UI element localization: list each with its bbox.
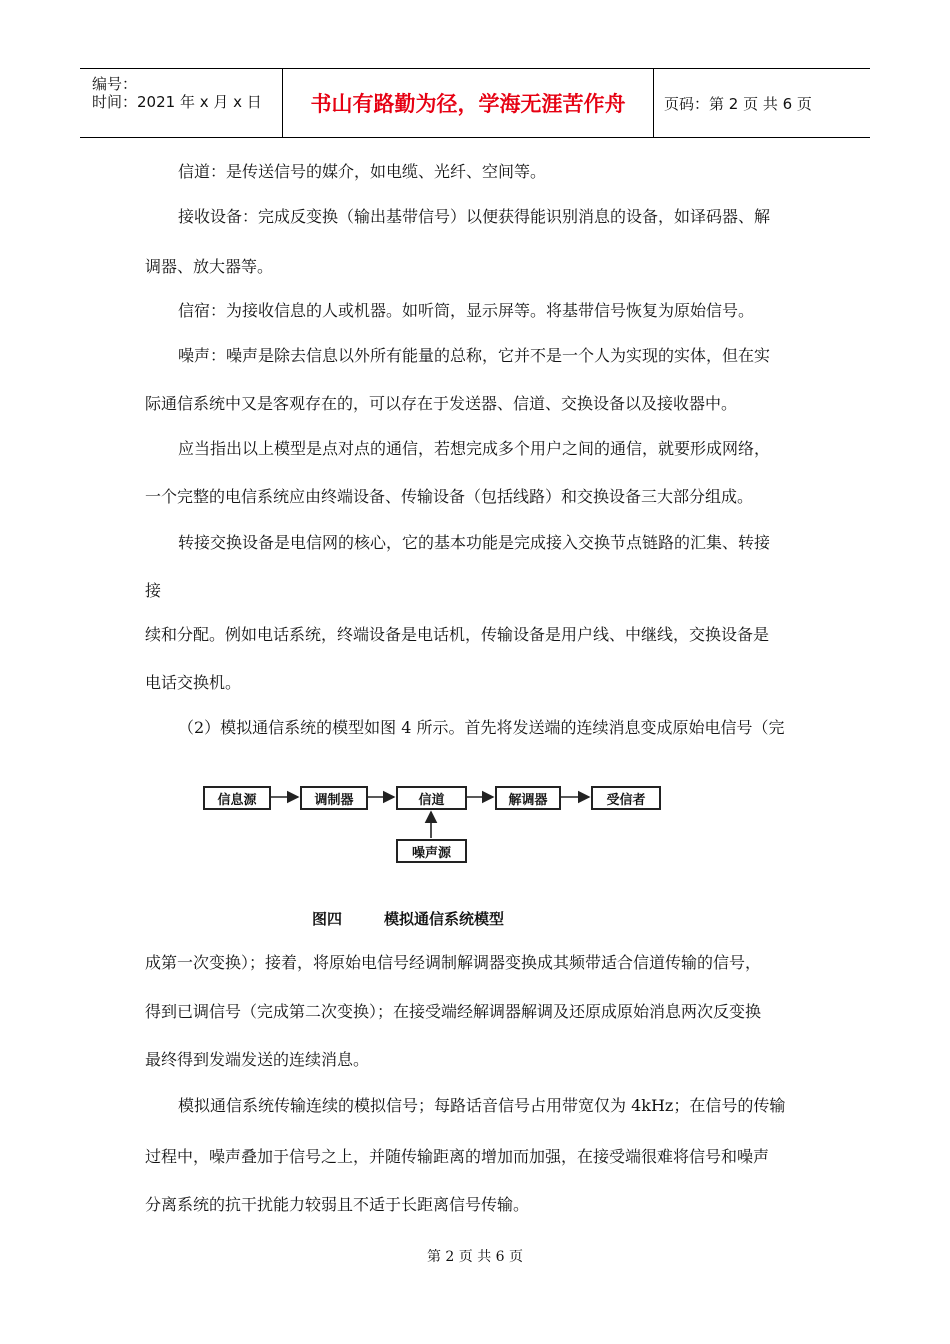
paragraph-line: 接收设备：完成反变换（输出基带信号）以便获得能识别消息的设备，如译码器、解 bbox=[178, 207, 771, 226]
figure-caption-title: 模拟通信系统模型 bbox=[384, 910, 505, 928]
modulator-box: 调制器 bbox=[300, 786, 368, 810]
paragraph-line: 信道：是传送信号的媒介，如电缆、光纤、空间等。 bbox=[178, 162, 547, 181]
page-label: 页码：第 2 页 共 6 页 bbox=[664, 94, 812, 113]
page-footer: 第 2 页 共 6 页 bbox=[426, 1249, 524, 1265]
noise-source-box: 噪声源 bbox=[396, 839, 467, 863]
paragraph-line: 最终得到发端发送的连续消息。 bbox=[145, 1050, 370, 1069]
paragraph-line: 续和分配。例如电话系统，终端设备是电话机，传输设备是用户线、中继线，交换设备是 bbox=[145, 625, 770, 644]
motto-text: 书山有路勤为径，学海无涯苦作舟 bbox=[310, 92, 626, 116]
paragraph-line: 过程中，噪声叠加于信号之上，并随传输距离的增加而加强，在接受端很难将信号和噪声 bbox=[145, 1147, 770, 1166]
paragraph-line: 一个完整的电信系统应由终端设备、传输设备（包括线路）和交换设备三大部分组成。 bbox=[145, 487, 754, 506]
channel-box: 信道 bbox=[396, 786, 467, 810]
paragraph-line: 际通信系统中又是客观存在的，可以存在于发送器、信道、交换设备以及接收器中。 bbox=[145, 394, 738, 413]
paragraph-line: 信宿：为接收信息的人或机器。如听筒，显示屏等。将基带信号恢复为原始信号。 bbox=[178, 301, 755, 320]
time-label: 时间：2021 年 x 月 x 日 bbox=[92, 93, 262, 111]
paragraph-line: 调器、放大器等。 bbox=[145, 257, 274, 276]
paragraph-line: 分离系统的抗干扰能力较弱且不适于长距离信号传输。 bbox=[145, 1195, 530, 1214]
paragraph-line: 模拟通信系统传输连续的模拟信号；每路话音信号占用带宽仅为 4kHz；在信号的传输 bbox=[178, 1096, 786, 1115]
number-label: 编号： bbox=[92, 75, 138, 93]
source-box: 信息源 bbox=[203, 786, 271, 810]
paragraph-line: 成第一次变换）；接着，将原始电信号经调制解调器变换成其频带适合信道传输的信号， bbox=[145, 953, 762, 972]
header-page-cell bbox=[654, 69, 870, 137]
block-diagram bbox=[195, 776, 675, 871]
sink-box: 受信者 bbox=[591, 786, 661, 810]
paragraph-line: 噪声：噪声是除去信息以外所有能量的总称，它并不是一个人为实现的实体，但在实 bbox=[178, 346, 771, 365]
header-meta-cell bbox=[80, 69, 283, 137]
paragraph-line: 接 bbox=[145, 581, 162, 600]
paragraph-line: 应当指出以上模型是点对点的通信，若想完成多个用户之间的通信，就要形成网络， bbox=[178, 439, 771, 458]
header-motto-cell bbox=[283, 69, 654, 137]
paragraph-line: （2）模拟通信系统的模型如图 4 所示。首先将发送端的连续消息变成原始电信号（完 bbox=[178, 718, 785, 737]
figure-caption-number: 图四 bbox=[312, 910, 343, 928]
paragraph-line: 得到已调信号（完成第二次变换）；在接受端经解调器解调及还原成原始消息两次反变换 bbox=[145, 1002, 762, 1021]
demodulator-box: 解调器 bbox=[495, 786, 561, 810]
paragraph-line: 电话交换机。 bbox=[145, 673, 242, 692]
page-header bbox=[80, 68, 870, 138]
paragraph-line: 转接交换设备是电信网的核心，它的基本功能是完成接入交换节点链路的汇集、转接 bbox=[178, 533, 771, 552]
